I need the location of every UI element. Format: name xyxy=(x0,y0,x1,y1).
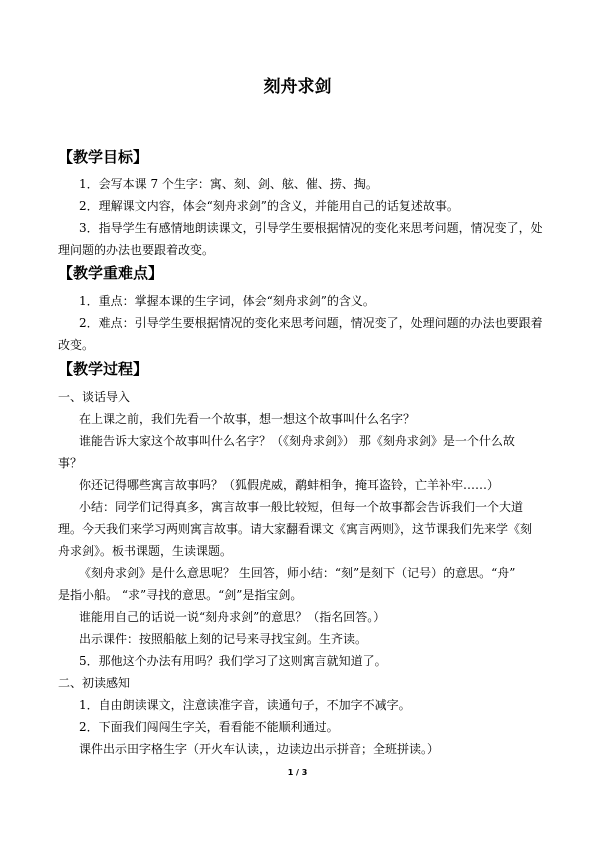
key-point-line-2: 2．难点：引导学生要根据情况的变化来思考问题，情况变了，处理问题的办法也要跟着 xyxy=(79,316,543,330)
process-line-16: 2．下面我们闯闯生字关，看看能不能顺利通过。 xyxy=(79,720,339,734)
key-point-line-1: 1．重点：掌握本课的生字词，体会“刻舟求剑”的含义。 xyxy=(79,294,375,308)
process-line-17: 课件出示田字格生字（开火车认读，，边读边出示拼音；全班拼读。） xyxy=(79,742,440,756)
process-line-3: 谁能告诉大家这个故事叫什么名字？（《刻舟求剑》） 那《刻舟求剑》是一个什么故 xyxy=(79,434,515,448)
page-number: 1 / 3 xyxy=(287,768,308,777)
section-heading-key-points: 【教学重难点】 xyxy=(58,264,164,282)
process-line-5: 你还记得哪些寓言故事吗？（狐假虎威，鹬蚌相争，掩耳盗铃，亡羊补牢……） xyxy=(79,478,500,492)
process-line-13: 5．那他这个办法有用吗？我们学习了这则寓言就知道了。 xyxy=(79,654,387,668)
goal-line-4: 理问题的办法也要跟着改变。 xyxy=(58,243,215,257)
process-line-15: 1．自由朗读课文，注意读准字音，读通句子，不加字不减字。 xyxy=(79,698,411,712)
process-line-8: 舟求剑》。板书课题，生读课题。 xyxy=(58,544,233,558)
page-title: 刻舟求剑 xyxy=(263,77,332,97)
process-line-2: 在上课之前，我们先看一个故事，想一想这个故事叫什么名字？ xyxy=(79,412,416,426)
process-line-14: 二、初读感知 xyxy=(58,676,131,690)
process-line-12: 出示课件：按照船舷上刻的记号来寻找宝剑。生齐读。 xyxy=(79,632,368,646)
process-line-1: 一、谈话导入 xyxy=(58,390,131,404)
goal-line-2: 2．理解课文内容，体会“刻舟求剑”的含义，并能用自己的话复述故事。 xyxy=(79,199,459,213)
process-line-11: 谁能用自己的话说一说“刻舟求剑”的意思？（指名回答。） xyxy=(79,610,386,624)
process-line-10: 是指小船。 “求”寻找的意思。“剑”是指宝剑。 xyxy=(58,588,303,602)
process-line-7: 理。今天我们来学习两则寓言故事。请大家翻看课文《寓言两则》，这节课我们先来学《刻 xyxy=(58,522,533,536)
process-line-9: 《刻舟求剑》是什么意思呢？ 生回答，师小结：“刻”是刻下（记号）的意思。“舟” xyxy=(79,566,516,580)
key-point-line-3: 改变。 xyxy=(58,338,95,352)
goal-line-3: 3．指导学生有感情地朗读课文，引导学生要根据情况的变化来思考问题，情况变了，处 xyxy=(79,221,543,235)
process-line-4: 事？ xyxy=(58,456,83,470)
process-line-6: 小结：同学们记得真多，寓言故事一般比较短，但每一个故事都会告诉我们一个大道 xyxy=(79,500,524,514)
section-heading-process: 【教学过程】 xyxy=(58,360,149,378)
goal-line-1: 1．会写本课 7 个生字：寓、刻、剑、舷、催、捞、掏。 xyxy=(79,177,378,191)
section-heading-goals: 【教学目标】 xyxy=(58,148,149,166)
